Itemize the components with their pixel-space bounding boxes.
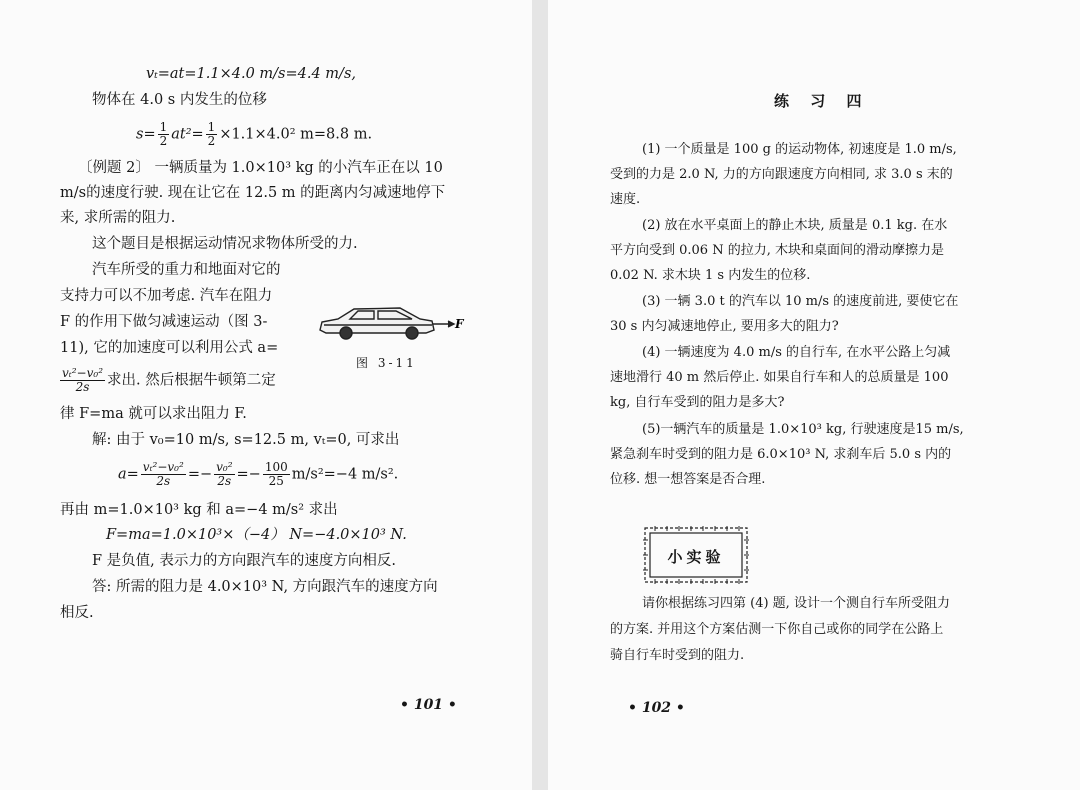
experiment-line2: 的方案. 并用这个方案估测一下你自己或你的同学在公路上 [610,622,944,637]
q2-line1: (2) 放在水平桌面上的静止木块, 质量是 0.1 kg. 在水 [642,218,948,233]
car-icon [320,308,454,339]
example2-line2: m/s的速度行驶. 现在让它在 12.5 m 的距离内匀减速地停下 [60,185,446,201]
example2-line3: 来, 求所需的阻力. [60,210,176,226]
page-number-102: • 102 • [628,700,685,716]
example2-line1: 〔例题 2〕 一辆质量为 1.0×10³ kg 的小汽车正在以 10 [78,160,443,176]
experiment-line1: 请你根据练习四第 (4) 题, 设计一个测自行车所受阻力 [642,596,950,611]
q5-line3: 位移. 想一想答案是否合理. [610,472,766,487]
figure-caption: 图 3-11 [356,356,417,370]
force-equation: F=ma=1.0×10³×（−4） N=−4.0×10³ N. [106,527,407,543]
displacement-intro: 物体在 4.0 s 内发生的位移 [92,92,267,108]
q4-line2: 速地滑行 40 m 然后停止. 如果自行车和人的总质量是 100 [610,370,949,385]
q2-line3: 0.02 N. 求木块 1 s 内发生的位移. [610,268,811,283]
q1-line1: (1) 一个质量是 100 g 的运动物体, 初速度是 1.0 m/s, [642,142,957,157]
wrap-line4: 11), 它的加速度可以利用公式 a= [60,340,279,356]
q1-line3: 速度. [610,192,641,207]
velocity-result-line: vₜ=at=1.1×4.0 m/s=4.4 m/s, [146,66,356,82]
q4-line1: (4) 一辆速度为 4.0 m/s 的自行车, 在水平公路上匀减 [642,345,951,360]
wrap-line3: F 的作用下做匀减速运动（图 3- [60,314,268,330]
small-experiment-label: 小实验 [667,548,725,566]
force-label: F [455,317,464,331]
experiment-line3: 骑自行车时受到的阻力. [610,648,745,663]
then-line: 再由 m=1.0×10³ kg 和 a=−4 m/s² 求出 [60,502,338,518]
displacement-equation: s= $\frac{1}{2}$ at²= $\frac{1}{2}$ ×1.1×4.0² m=8.8 m. [136,120,373,148]
exercise-title: 练 习 四 [774,92,870,110]
car-figure [316,300,466,348]
newton-law-line: 律 F=ma 就可以求出阻力 F. [60,406,247,422]
q3-line1: (3) 一辆 3.0 t 的汽车以 10 m/s 的速度前进, 要使它在 [642,294,959,309]
page-number-101: • 101 • [400,697,457,713]
q5-line1: (5)一辆汽车的质量是 1.0×10³ kg, 行驶速度是15 m/s, [642,422,964,437]
q1-line2: 受到的力是 2.0 N, 力的方向跟速度方向相同, 求 3.0 s 末的 [610,167,953,182]
book-gutter [532,0,548,790]
q5-line2: 紧急刹车时受到的阻力是 6.0×10³ N, 求刹车后 5.0 s 内的 [610,447,952,462]
wrap-line1: 汽车所受的重力和地面对它的 [92,262,281,278]
right-page [548,0,1080,790]
small-experiment-box [641,524,751,586]
negative-value-line: F 是负值, 表示力的方向跟汽车的速度方向相反. [92,553,396,569]
acceleration-equation: a= $\frac{\text{vₜ²−v₀²}}{2s}$ =− $\frac{\text{v₀²}}{2s}$ =− $\frac{100}{25}$ m/s²=−4 m/s². [118,460,399,488]
q3-line2: 30 s 内匀减速地停止, 要用多大的阻力? [610,319,839,334]
answer-line1: 答: 所需的阻力是 4.0×10³ N, 方向跟汽车的速度方向 [92,579,438,595]
analysis-line: 这个题目是根据运动情况求物体所受的力. [92,236,358,252]
solution-line: 解: 由于 v₀=10 m/s, s=12.5 m, vₜ=0, 可求出 [92,432,400,448]
q4-line3: kg, 自行车受到的阻力是多大? [610,395,785,410]
wrap-line2: 支持力可以不加考虑. 汽车在阻力 [60,288,273,304]
q2-line2: 平方向受到 0.06 N 的拉力, 木块和桌面间的滑动摩擦力是 [610,243,944,258]
answer-line2: 相反. [60,605,94,621]
left-page [0,0,532,790]
acceleration-formula-line: $\frac{\text{vₜ²−v₀²}}{2s}$ 求出. 然后根据牛顿第二定 [62,366,276,394]
